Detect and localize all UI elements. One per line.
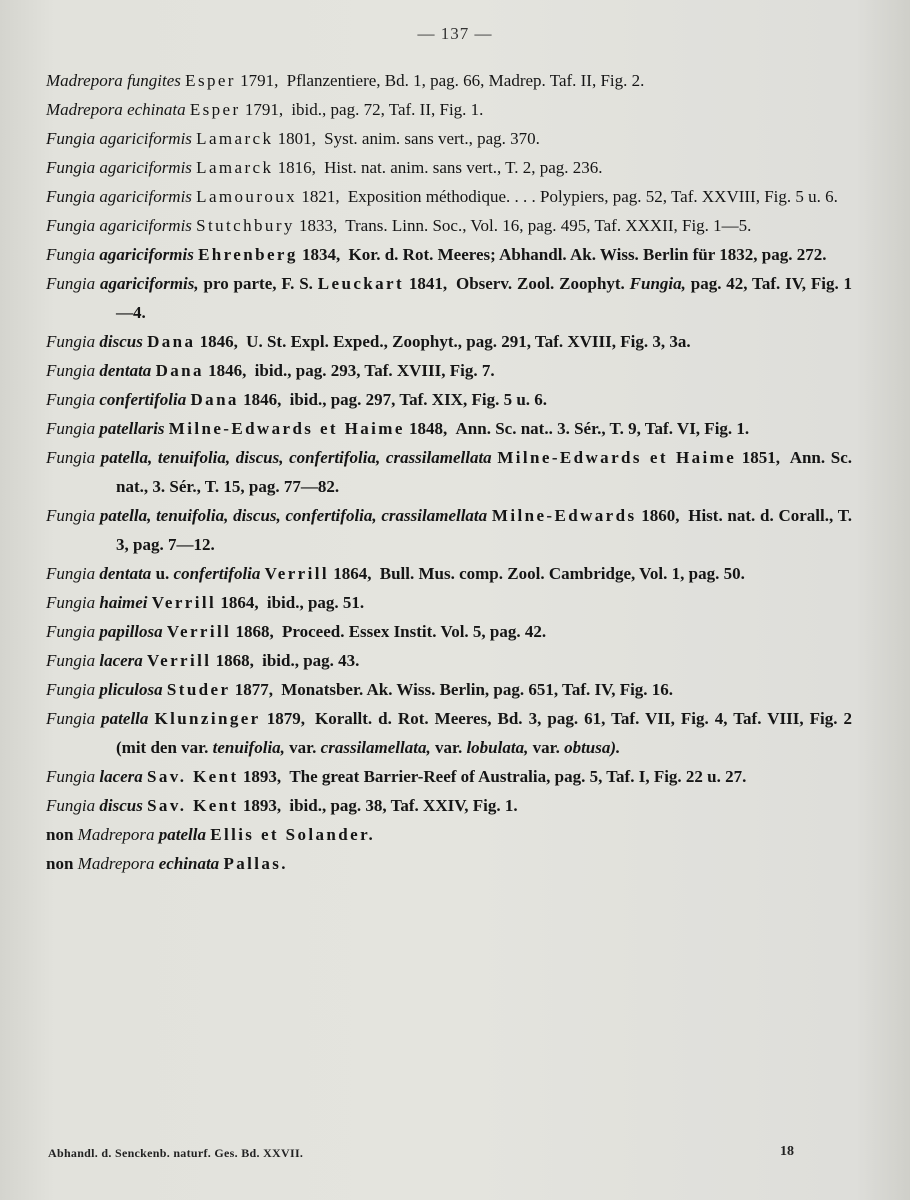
author-name: Pallas. — [223, 854, 288, 873]
prefix-text: pro parte, F. S. — [203, 274, 313, 293]
reference-text: Hist. nat. d. Corall., T. 3, pag. 7—12. — [116, 506, 853, 554]
genus-name: Fungia — [46, 796, 96, 815]
genus-name: Fungia — [46, 651, 96, 670]
species-name: agariciformis — [99, 187, 192, 206]
italic-text: crassilamellata, — [320, 738, 431, 757]
year: 1846, — [208, 361, 247, 380]
reference-text: Ann. Sc. nat.. 3. Sér., T. 9, Taf. VI, Fig. 1. — [455, 419, 750, 438]
reference-text: Bull. Mus. comp. Zool. Cambridge, Vol. 1, pag. 50. — [379, 564, 745, 583]
year: 1816, — [277, 158, 316, 177]
year: 1846, — [199, 332, 238, 351]
synonym-entry — [46, 559, 852, 588]
year: 1860, — [641, 506, 680, 525]
year: 1821, — [301, 187, 340, 206]
genus-name: Fungia — [46, 564, 96, 583]
year: 1879, — [266, 709, 305, 728]
genus-name: Fungia — [46, 680, 96, 699]
non-label: non — [46, 854, 74, 873]
year: 1833, — [299, 216, 338, 235]
species-name: patellaris — [99, 419, 165, 438]
author-name: Milne-Edwards — [491, 506, 637, 525]
author-name: Sav. Kent — [147, 796, 239, 815]
species-name: patella — [158, 825, 206, 844]
genus-name: Fungia — [46, 390, 96, 409]
page-number: — 137 — — [417, 24, 493, 43]
author-name: Klunzinger — [154, 709, 261, 728]
genus-name: Fungia — [46, 419, 96, 438]
year: 1791, — [244, 100, 284, 119]
species-name: dentata — [99, 564, 152, 583]
genus-name: Madrepora — [46, 100, 123, 119]
reference-text: Korallt. d. Rot. Meeres, Bd. 3, pag. 61, Taf. VII, Fig. 4, Taf. VIII, Fig. 2 (mit den var. — [116, 709, 853, 757]
species-name: patella, tenuifolia, discus, confertifolia, crassilamellata — [99, 506, 488, 525]
year: 1893, — [242, 767, 282, 786]
species-name: agariciformis — [99, 158, 192, 177]
species-name: echinata — [158, 854, 220, 873]
species-name: patella — [101, 709, 149, 728]
synonym-entry — [46, 762, 852, 791]
reference-text: Trans. Linn. Soc., Vol. 16, pag. 495, Taf. XXXII, Fig. 1—5. — [345, 216, 752, 235]
genus-name: Fungia — [46, 245, 96, 264]
reference-text: Kor. d. Rot. Meeres; Abhandl. Ak. Wiss. Berlin für 1832, pag. 272. — [348, 245, 827, 264]
signature-number: 18 — [780, 1144, 794, 1159]
genus-name: Fungia — [46, 506, 96, 525]
synonym-entry — [46, 211, 852, 240]
species-name: haimei — [99, 593, 148, 612]
author-name: Esper — [189, 100, 241, 119]
synonym-entry — [46, 501, 852, 559]
author-name: Lamouroux — [196, 187, 298, 206]
synonym-entry — [46, 182, 852, 211]
author-name: Ehrenberg — [198, 245, 298, 264]
genus-name: Madrepora — [77, 825, 155, 844]
italic-text: tenuifolia, — [212, 738, 285, 757]
year: 1868, — [235, 622, 274, 641]
genus-name: Fungia — [46, 622, 96, 641]
genus-name: Madrepora — [46, 71, 123, 90]
genus-name: Fungia — [46, 448, 96, 467]
author-name: Lamarck — [196, 158, 274, 177]
synonym-entry — [46, 588, 852, 617]
non-label: non — [46, 825, 74, 844]
synonym-entry — [46, 240, 852, 269]
year: 1877, — [234, 680, 273, 699]
species-name: fungites — [127, 71, 181, 90]
reference-text: ibid., pag. 297, Taf. XIX, Fig. 5 u. 6. — [289, 390, 548, 409]
synonym-entry — [46, 385, 852, 414]
italic-text: Fungia, — [629, 274, 686, 293]
genus-name: Fungia — [46, 187, 96, 206]
reference-text: Hist. nat. anim. sans vert., T. 2, pag. 236. — [324, 158, 603, 177]
reference-text: U. St. Expl. Exped., Zoophyt., pag. 291, Taf. XVIII, Fig. 3, 3a. — [246, 332, 691, 351]
genus-name: Fungia — [46, 129, 96, 148]
reference-text: Syst. anim. sans vert., pag. 370. — [324, 129, 540, 148]
connector-text: u. — [155, 564, 170, 583]
synonym-entry — [46, 124, 852, 153]
synonym-entry — [46, 269, 852, 327]
species-name: confertifolia — [99, 390, 187, 409]
author-name: Stutchbury — [196, 216, 295, 235]
genus-name: Fungia — [46, 332, 96, 351]
species-name: lacera — [99, 767, 143, 786]
synonym-entry — [46, 820, 852, 849]
author-name: Dana — [147, 332, 196, 351]
year: 1868, — [215, 651, 254, 670]
year: 1846, — [243, 390, 282, 409]
synonym-entry — [46, 95, 852, 124]
genus-name: Fungia — [46, 767, 96, 786]
synonym-entry — [46, 414, 852, 443]
reference-text: ibid., pag. 43. — [262, 651, 360, 670]
year: 1864, — [220, 593, 259, 612]
year: 1791, — [240, 71, 279, 90]
italic-text: obtusa). — [564, 738, 621, 757]
author-name: Milne-Edwards et Haime — [168, 419, 405, 438]
synonym-entry — [46, 327, 852, 356]
year: 1893, — [242, 796, 282, 815]
author-name: Esper — [185, 71, 236, 90]
species-name: agariciformis, — [99, 274, 199, 293]
year: 1848, — [409, 419, 448, 438]
author-name: Studer — [166, 680, 231, 699]
species-name: discus — [99, 796, 143, 815]
author-name: Verrill — [166, 622, 232, 641]
author-name: Dana — [190, 390, 239, 409]
synonym-entry — [46, 356, 852, 385]
species-name: pliculosa — [99, 680, 163, 699]
author-name: Verrill — [264, 564, 329, 583]
synonym-entry — [46, 66, 852, 95]
reference-text: Proceed. Essex Instit. Vol. 5, pag. 42. — [281, 622, 547, 641]
species-name: discus — [99, 332, 143, 351]
reference-text: ibid., pag. 293, Taf. XVIII, Fig. 7. — [254, 361, 495, 380]
genus-name: Madrepora — [77, 854, 155, 873]
author-name: Verrill — [147, 651, 212, 670]
synonymy-list — [46, 66, 852, 878]
species-name: confertifolia — [173, 564, 261, 583]
synonym-entry — [46, 791, 852, 820]
genus-name: Fungia — [46, 158, 96, 177]
author-name: Ellis et Solander. — [210, 825, 376, 844]
synonym-entry — [46, 675, 852, 704]
reference-text: Exposition méthodique. . . . Polypiers, pag. 52, Taf. XXVIII, Fig. 5 u. 6. — [347, 187, 838, 206]
reference-text: ibid., pag. 72, Taf. II, Fig. 1. — [291, 100, 484, 119]
genus-name: Fungia — [46, 593, 96, 612]
synonym-entry — [46, 849, 852, 878]
synonym-entry — [46, 617, 852, 646]
synonym-entry — [46, 646, 852, 675]
synonym-entry — [46, 443, 852, 501]
reference-text: Observ. Zool. Zoophyt. — [455, 274, 625, 293]
reference-text: ibid., pag. 51. — [266, 593, 365, 612]
species-name: dentata — [99, 361, 152, 380]
species-name: agariciformis — [99, 129, 192, 148]
reference-text: Ann. Sc. nat., 3. Sér., T. 15, pag. 77—82. — [116, 448, 853, 496]
synonym-entry — [46, 704, 852, 762]
author-name: Milne-Edwards et Haime — [497, 448, 737, 467]
author-name: Lamarck — [196, 129, 274, 148]
species-name: agariciformis — [99, 245, 194, 264]
species-name: echinata — [127, 100, 186, 119]
genus-name: Fungia — [46, 709, 96, 728]
reference-text: The great Barrier-Reef of Australia, pag. 5, Taf. I, Fig. 22 u. 27. — [289, 767, 747, 786]
reference-text: Pflanzentiere, Bd. 1, pag. 66, Madrep. Taf. II, Fig. 2. — [286, 71, 645, 90]
synonym-entry — [46, 153, 852, 182]
author-name: Leuckart — [317, 274, 405, 293]
journal-footer: Abhandl. d. Senckenb. naturf. Ges. Bd. XXVII. — [48, 1146, 304, 1160]
genus-name: Fungia — [46, 274, 96, 293]
species-name: agariciformis — [99, 216, 192, 235]
reference-text: pag. 42, Taf. IV, Fig. 1—4. — [116, 274, 853, 322]
reference-text: Monatsber. Ak. Wiss. Berlin, pag. 651, Taf. IV, Fig. 16. — [281, 680, 674, 699]
year: 1864, — [333, 564, 372, 583]
reference-text: var. — [434, 738, 463, 757]
author-name: Dana — [155, 361, 204, 380]
author-name: Verrill — [151, 593, 217, 612]
genus-name: Fungia — [46, 216, 96, 235]
reference-text: var. — [289, 738, 317, 757]
reference-text: ibid., pag. 38, Taf. XXIV, Fig. 1. — [289, 796, 518, 815]
italic-text: lobulata, — [466, 738, 529, 757]
species-name: patella, tenuifolia, discus, confertifolia, crassilamellata — [100, 448, 492, 467]
reference-text: var. — [532, 738, 560, 757]
year: 1801, — [277, 129, 316, 148]
year: 1841, — [408, 274, 448, 293]
year: 1851, — [741, 448, 781, 467]
year: 1834, — [302, 245, 341, 264]
species-name: lacera — [99, 651, 143, 670]
author-name: Sav. Kent — [147, 767, 239, 786]
species-name: papillosa — [99, 622, 163, 641]
genus-name: Fungia — [46, 361, 96, 380]
